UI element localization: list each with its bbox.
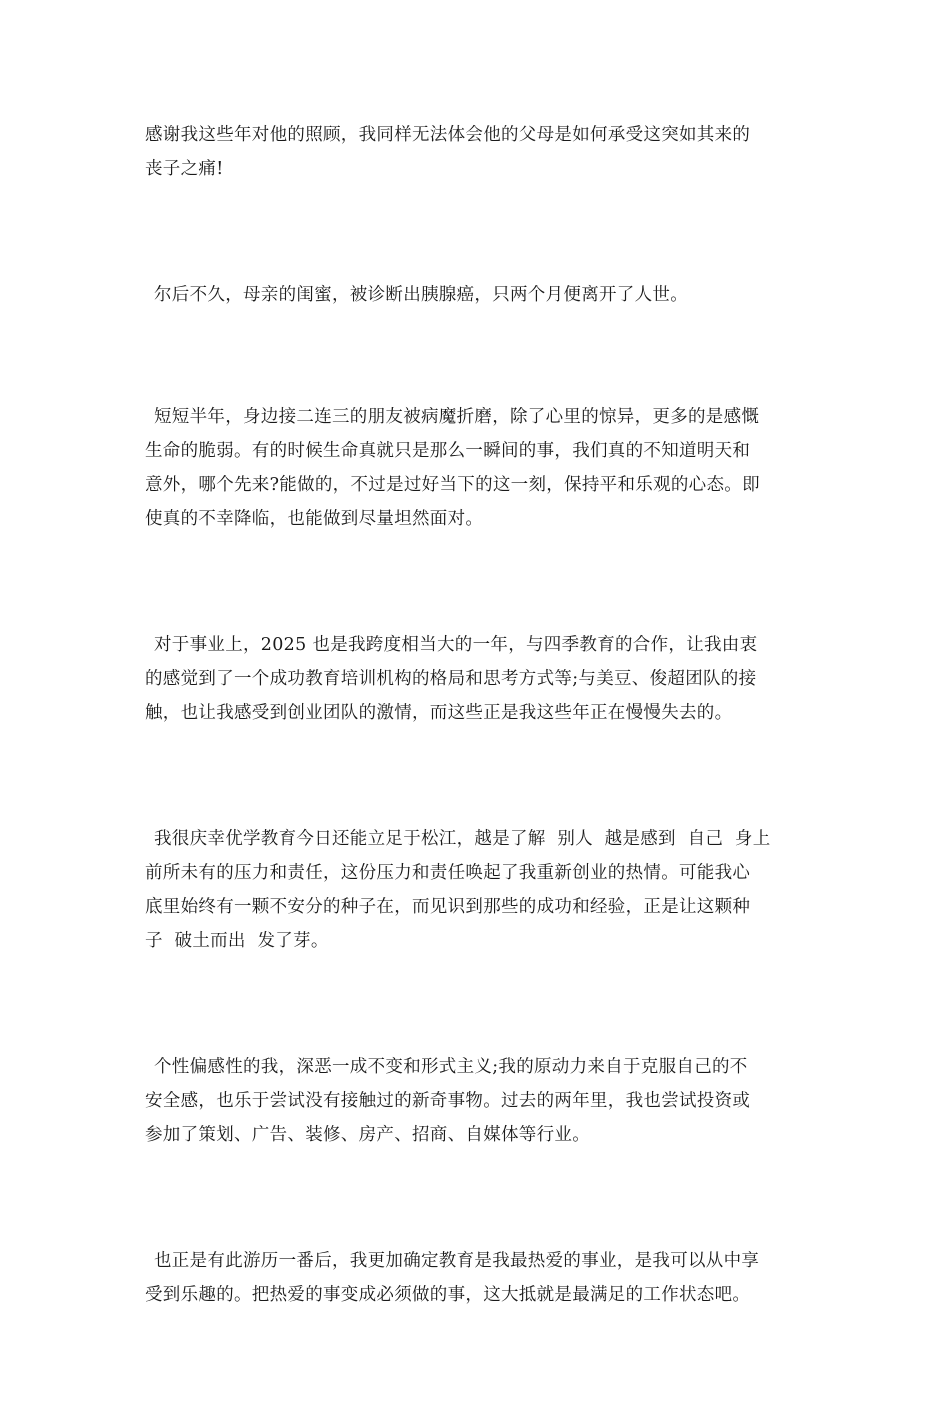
text-line: 意外，哪个先来?能做的，不过是过好当下的这一刻，保持平和乐观的心态。即 — [145, 475, 760, 495]
text-line: 底里始终有一颗不安分的种子在，而见识到那些的成功和经验，正是让这颗种 — [145, 897, 751, 917]
text-line: 触，也让我感受到创业团队的激情，而这些正是我这些年正在慢慢失去的。 — [145, 703, 733, 723]
paragraph-2 — [145, 278, 810, 312]
text-line: 个性偏感性的我，深恶一成不变和形式主义;我的原动力来自于克服自己的不 — [154, 1057, 748, 1077]
text-line: 尔后不久，母亲的闺蜜，被诊断出胰腺癌，只两个月便离开了人世。 — [154, 285, 688, 305]
text-line: 感谢我这些年对他的照顾，我同样无法体会他的父母是如何承受这突如其来的 — [145, 125, 751, 145]
text-line: 子 破土而出 发了芽。 — [145, 931, 329, 951]
text-line: 生命的脆弱。有的时候生命真就只是那么一瞬间的事，我们真的不知道明天和 — [145, 441, 751, 461]
text-line: 使真的不幸降临，也能做到尽量坦然面对。 — [145, 509, 484, 529]
text-line: 也正是有此游历一番后，我更加确定教育是我最热爱的事业，是我可以从中享 — [154, 1251, 760, 1271]
text-line: 安全感，也乐于尝试没有接触过的新奇事物。过去的两年里，我也尝试投资或 — [145, 1091, 751, 1111]
document-page — [145, 118, 810, 1404]
paragraph-5 — [145, 822, 810, 958]
text-line: 前所未有的压力和责任，这份压力和责任唤起了我重新创业的热情。可能我心 — [145, 863, 751, 883]
text-line: 我很庆幸优学教育今日还能立足于松江，越是了解 别人 越是感到 自己 身上 — [154, 829, 771, 849]
paragraph-4 — [145, 628, 810, 730]
paragraph-6 — [145, 1050, 810, 1152]
text-line: 受到乐趣的。把热爱的事变成必须做的事，这大抵就是最满足的工作状态吧。 — [145, 1285, 751, 1305]
text-line: 参加了策划、广告、装修、房产、招商、自媒体等行业。 — [145, 1125, 590, 1145]
text-line: 短短半年，身边接二连三的朋友被病魔折磨，除了心里的惊异，更多的是感慨 — [154, 407, 760, 427]
text-line: 对于事业上，2025 也是我跨度相当大的一年，与四季教育的合作，让我由衷 — [154, 635, 758, 655]
paragraph-1 — [145, 118, 810, 186]
text-line: 的感觉到了一个成功教育培训机构的格局和思考方式等;与美豆、俊超团队的接 — [145, 669, 757, 689]
paragraph-7 — [145, 1244, 810, 1312]
paragraph-3 — [145, 400, 810, 536]
text-line: 丧子之痛! — [145, 159, 224, 179]
